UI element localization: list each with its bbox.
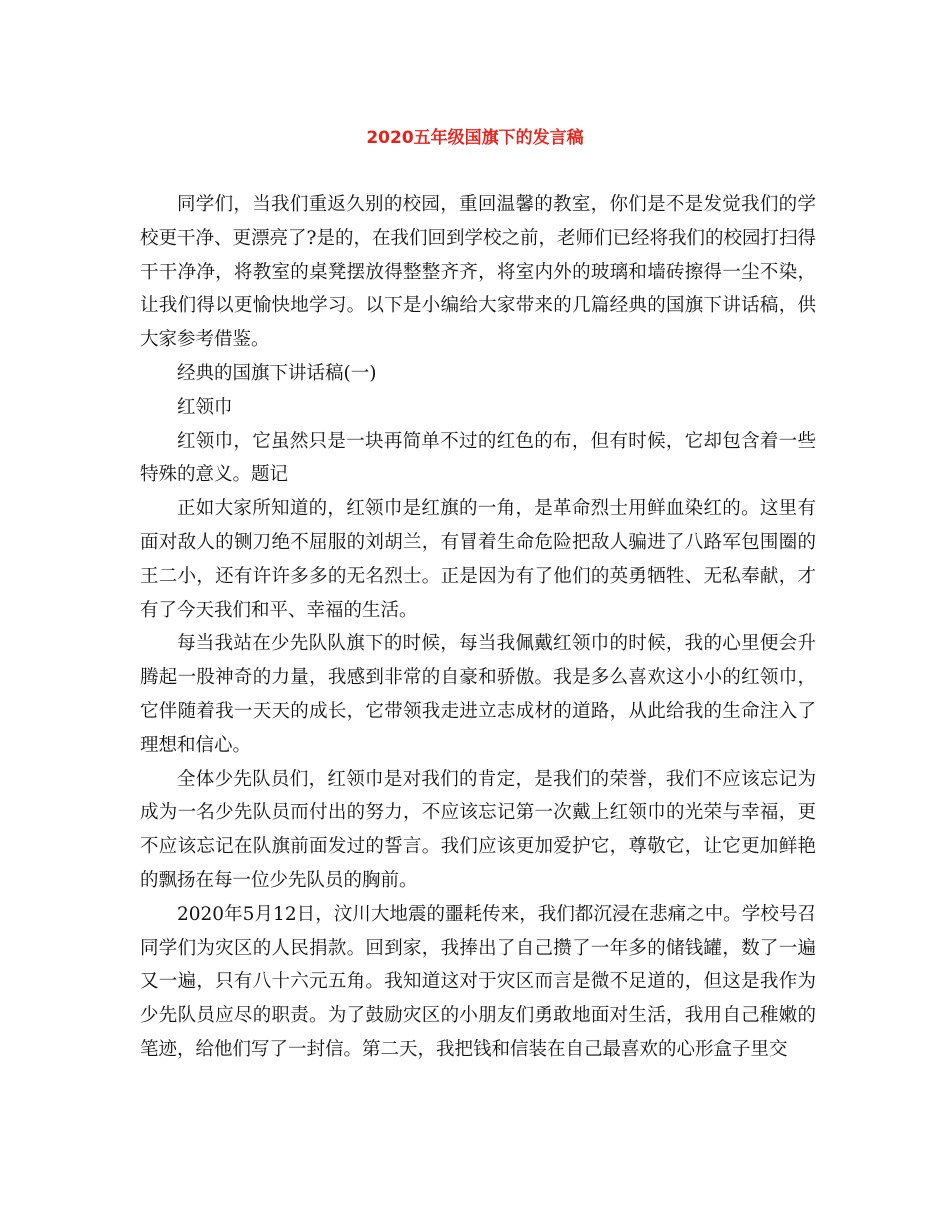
document-title: 2020五年级国旗下的发言稿 (366, 128, 584, 148)
paragraph-intro: 同学们，当我们重返久别的校园，重回温馨的教室，你们是不是发觉我们的学校更干净、更漂亮了?是的，在我们回到学校之前，老师们已经将我们的校园打扫得干干净净，将教室的桌凳摆放得整整齐齐，将室内外的玻璃和墙砖擦得一尘不染，让我们得以更愉快地学习。以下是小编给大家带来的几篇经典的国旗下讲话稿，供大家参考借鉴。 (140, 194, 816, 351)
section-heading: 经典的国旗下讲话稿(一) (177, 362, 377, 384)
paragraph-epigraph: 红领巾，它虽然只是一块再简单不过的红色的布，但有时候，它却包含着一些特殊的意义。题记 (140, 430, 816, 486)
paragraph: 全体少先队员们，红领巾是对我们的肯定，是我们的荣誉，我们不应该忘记为成为一名少先队员而付出的努力，不应该忘记第一次戴上红领巾的光荣与幸福，更不应该忘记在队旗前面发过的誓言。我们应该更加爱护它，尊敬它，让它更加鲜艳的飘扬在每一位少先队员的胸前。 (140, 768, 816, 891)
paragraph: 2020年5月12日，汶川大地震的噩耗传来，我们都沉浸在悲痛之中。学校号召同学们为灾区的人民捐款。回到家，我捧出了自己攒了一年多的储钱罐，数了一遍又一遍，只有八十六元五角。我知道这对于灾区而言是微不足道的，但这是我作为少先队员应尽的职责。为了鼓励灾区的小朋友们勇敢地面对生活，我用自己稚嫩的笔迹，给他们写了一封信。第二天，我把钱和信装在自己最喜欢的心形盒子里交 (140, 903, 816, 1060)
document-body (140, 188, 816, 1067)
paragraph: 正如大家所知道的，红领巾是红旗的一角，是革命烈士用鲜血染红的。这里有面对敌人的铡刀绝不屈服的刘胡兰，有冒着生命危险把敌人骗进了八路军包围圈的王二小，还有许许多多的无名烈士。正是因为有了他们的英勇牺牲、无私奉献，才有了今天我们和平、幸福的生活。 (140, 498, 816, 621)
speech-title: 红领巾 (177, 396, 233, 418)
paragraph: 每当我站在少先队队旗下的时候，每当我佩戴红领巾的时候，我的心里便会升腾起一股神奇的力量，我感到非常的自豪和骄傲。我是多么喜欢这小小的红领巾，它伴随着我一天天的成长，它带领我走进立志成材的道路，从此给我的生命注入了理想和信心。 (140, 633, 816, 756)
